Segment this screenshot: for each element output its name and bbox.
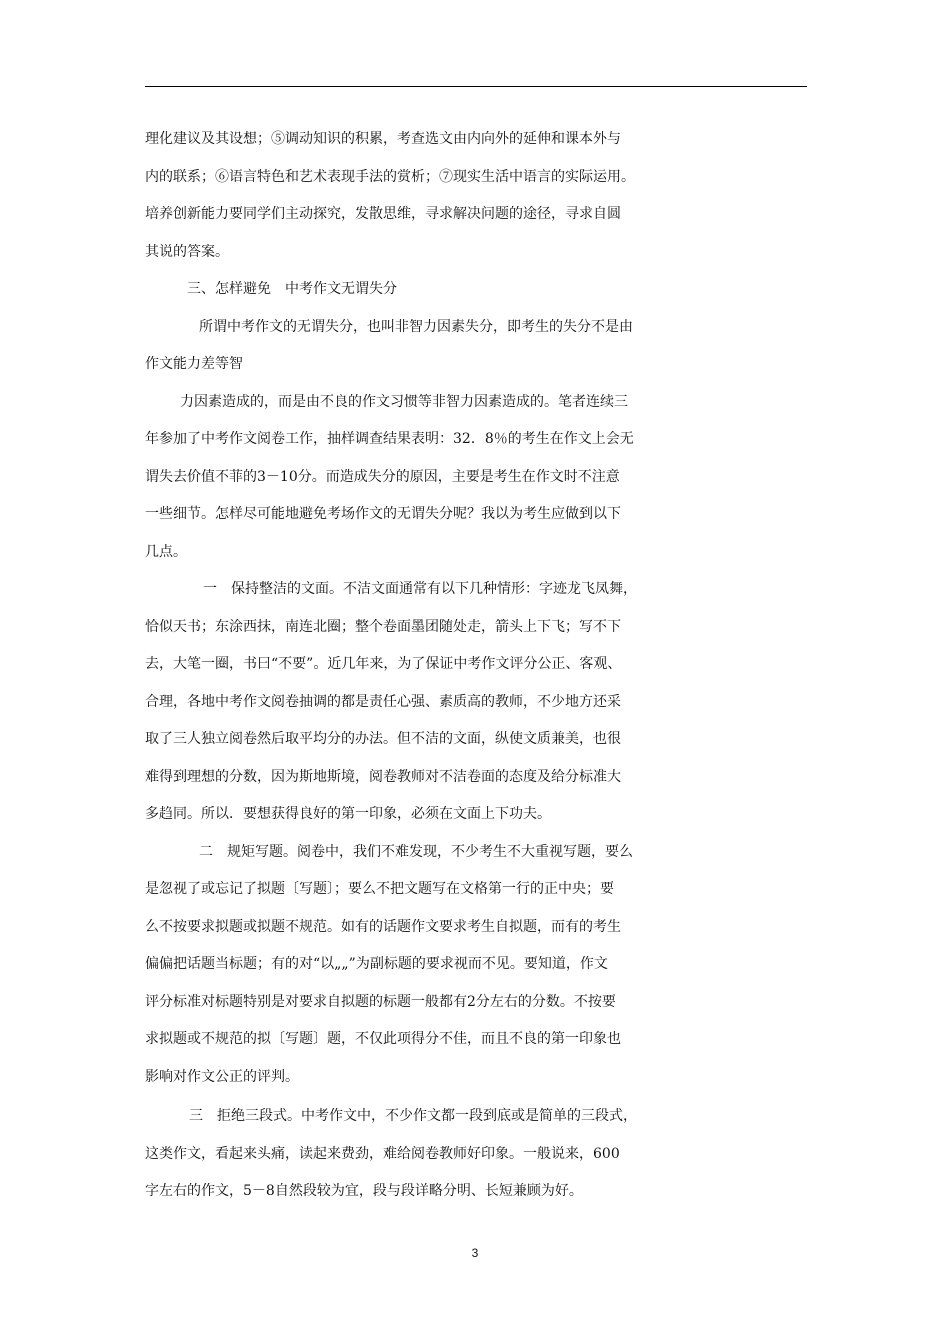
text-line: 去，大笔一圈，书曰“不要”。近几年来，为了保证中考作文评分公正、客观、 [145,656,622,672]
text-line: 影响对作文公正的评判。 [145,1068,299,1085]
text-line: 偏偏把话题当标题；有的对“以„„”为副标题的要求视而不见。要知道，作文 [145,956,608,972]
text-line: 字左右的作文，5－8自然段较为宜，段与段详略分明、长短兼顾为好。 [145,1183,583,1199]
text-line: 恰似天书；东涂西抹，南连北圈；整个卷面墨团随处走，箭头上下飞；写不下 [145,618,621,635]
text-line: 么不按要求拟题或拟题不规范。如有的话题作文要求考生自拟题，而有的考生 [145,918,621,935]
text-line: 作文能力差等智 [145,356,243,372]
text-line: 理化建议及其设想；⑤调动知识的积累，考查选文由内向外的延伸和课本外与 [145,131,621,147]
text-line: 所谓中考作文的无谓失分，也叫非智力因素失分，即考生的失分不是由 [199,318,633,335]
text-line: 一些细节。怎样尽可能地避免考场作文的无谓失分呢？我以为考生应做到以下 [145,506,621,522]
text-line: 是忽视了或忘记了拟题〔写题〕；要么不把文题写在文格第一行的正中央；要 [145,881,614,897]
header-rule [145,86,807,87]
text-line: 内的联系；⑥语言特色和艺术表现手法的赏析；⑦现实生活中语言的实际运用。 [145,168,635,185]
text-line: 二 规矩写题。阅卷中，我们不难发现，不少考生不大重视写题，要么 [199,843,633,860]
text-line: 年参加了中考作文阅卷工作，抽样调查结果表明：32．8％的考生在作文上会无 [145,431,634,447]
text-line: 难得到理想的分数，因为斯地斯境，阅卷教师对不洁卷面的态度及给分标准大 [145,768,621,785]
text-line: 其说的答案。 [145,243,229,260]
text-line: 求拟题或不规范的拟〔写题〕题，不仅此项得分不佳，而且不良的第一印象也 [145,1031,621,1047]
text-line: 三、怎样避免 中考作文无谓失分 [187,281,397,297]
text-line: 多趋同。所以．要想获得良好的第一印象，必须在文面上下功夫。 [145,806,551,822]
text-line: 合理，各地中考作文阅卷抽调的都是责任心强、素质高的教师，不少地方还采 [145,693,621,710]
page-number: 3 [471,1246,479,1260]
text-line: 取了三人独立阅卷然后取平均分的办法。但不洁的文面，纵使文质兼美，也很 [145,731,621,747]
text-line: 这类作文，看起来头痛，读起来费劲，难给阅卷教师好印象。一般说来，600 [145,1145,620,1162]
text-line: 几点。 [145,543,187,560]
text-line: 一 保持整洁的文面。不洁文面通常有以下几种情形：字迹龙飞凤舞， [203,581,637,597]
text-line: 评分标准对标题特别是对要求自拟题的标题一般都有2分左右的分数。不按要 [145,993,616,1010]
text-line: 谓失去价值不菲的3－10分。而造成失分的原因，主要是考生在作文时不注意 [145,468,620,485]
text-line: 力因素造成的，而是由不良的作文习惯等非智力因素造成的。笔者连续三 [180,393,628,410]
text-line: 培养创新能力要同学们主动探究，发散思维，寻求解决问题的途径，寻求自圆 [145,206,621,222]
body-text [145,121,813,1211]
text-line: 三 拒绝三段式。中考作文中，不少作文都一段到底或是简单的三段式， [189,1108,637,1124]
